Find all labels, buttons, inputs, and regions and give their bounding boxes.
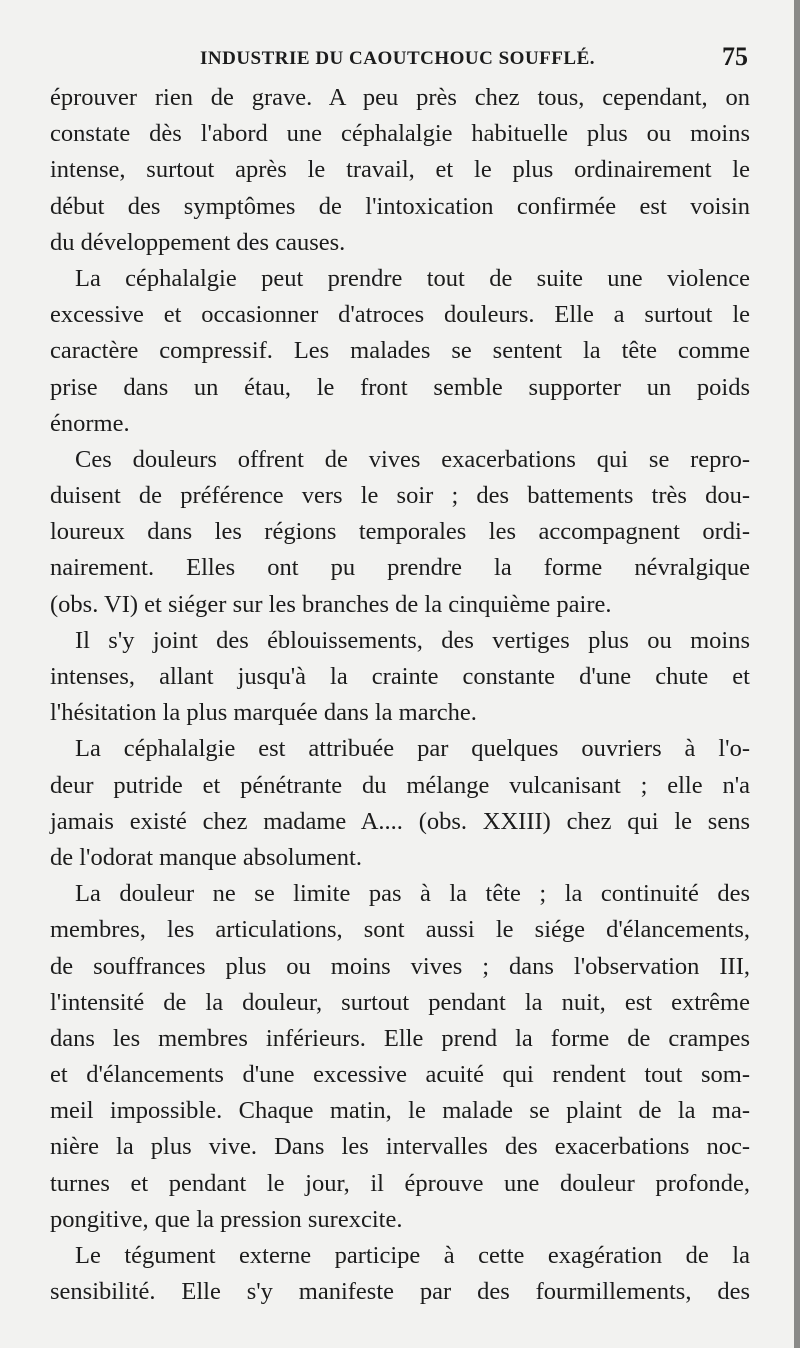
- text-line: (obs. VI) et siéger sur les branches de la cinquième paire.: [50, 590, 612, 618]
- text-line: et d'élancements d'une excessive acuité qui rendent tout som-: [50, 1061, 750, 1089]
- text-line: duisent de préférence vers le soir ; des battements très dou-: [50, 482, 750, 510]
- text-line: intenses, allant jusqu'à la crainte constante d'une chute et: [50, 663, 750, 690]
- paragraph-first-line: Le tégument externe participe à cette exagération de la: [75, 1242, 750, 1269]
- paragraph-first-line: La céphalalgie peut prendre tout de suite une violence: [75, 264, 750, 292]
- page-number: 75: [722, 42, 748, 71]
- text-line: constate dès l'abord une céphalalgie habituelle plus ou moins: [50, 120, 750, 148]
- text-line: de l'odorat manque absolument.: [50, 843, 362, 871]
- page-header: [50, 42, 750, 74]
- text-line: éprouver rien de grave. A peu près chez tous, cependant, on: [50, 84, 750, 111]
- text-line: nière la plus vive. Dans les intervalles des exacerbations noc-: [50, 1133, 750, 1161]
- text-line: sensibilité. Elle s'y manifeste par des fourmillements, des: [50, 1278, 750, 1306]
- text-line: du développement des causes.: [50, 228, 346, 256]
- text-line: pongitive, que la pression surexcite.: [50, 1205, 403, 1233]
- running-head: INDUSTRIE DU CAOUTCHOUC SOUFFLÉ.: [200, 48, 595, 69]
- text-line: énorme.: [50, 409, 130, 437]
- paragraph-first-line: La douleur ne se limite pas à la tête ; la continuité des: [75, 880, 750, 908]
- text-line: loureux dans les régions temporales les accompagnent ordi-: [50, 518, 750, 546]
- text-line: dans les membres inférieurs. Elle prend la forme de crampes: [50, 1024, 750, 1052]
- page-edge-shadow: [794, 0, 800, 1348]
- text-line: deur putride et pénétrante du mélange vulcanisant ; elle n'a: [50, 771, 750, 799]
- paragraph-first-line: Il s'y joint des éblouissements, des vertiges plus ou moins: [75, 626, 750, 654]
- text-line: membres, les articulations, sont aussi le siége d'élancements,: [50, 916, 750, 944]
- text-line: l'hésitation la plus marquée dans la marche.: [50, 699, 477, 727]
- body-text: [50, 80, 750, 1310]
- text-line: l'intensité de la douleur, surtout pendant la nuit, est extrême: [50, 988, 750, 1016]
- text-line: caractère compressif. Les malades se sentent la tête comme: [50, 337, 750, 365]
- text-line: jamais existé chez madame A.... (obs. XXIII) chez qui le sens: [50, 807, 750, 835]
- text-line: de souffrances plus ou moins vives ; dans l'observation III,: [50, 952, 750, 980]
- text-line: intense, surtout après le travail, et le plus ordinairement le: [50, 156, 750, 184]
- text-line: nairement. Elles ont pu prendre la forme névralgique: [50, 554, 750, 582]
- paragraph-first-line: Ces douleurs offrent de vives exacerbations qui se repro-: [75, 445, 750, 473]
- text-line: turnes et pendant le jour, il éprouve une douleur profonde,: [50, 1169, 750, 1197]
- paragraph-first-line: La céphalalgie est attribuée par quelques ouvriers à l'o-: [75, 735, 750, 763]
- text-line: meil impossible. Chaque matin, le malade se plaint de la ma-: [50, 1097, 750, 1125]
- text-line: prise dans un étau, le front semble supporter un poids: [50, 373, 750, 401]
- text-line: excessive et occasionner d'atroces douleurs. Elle a surtout le: [50, 301, 750, 329]
- text-line: début des symptômes de l'intoxication confirmée est voisin: [50, 192, 750, 220]
